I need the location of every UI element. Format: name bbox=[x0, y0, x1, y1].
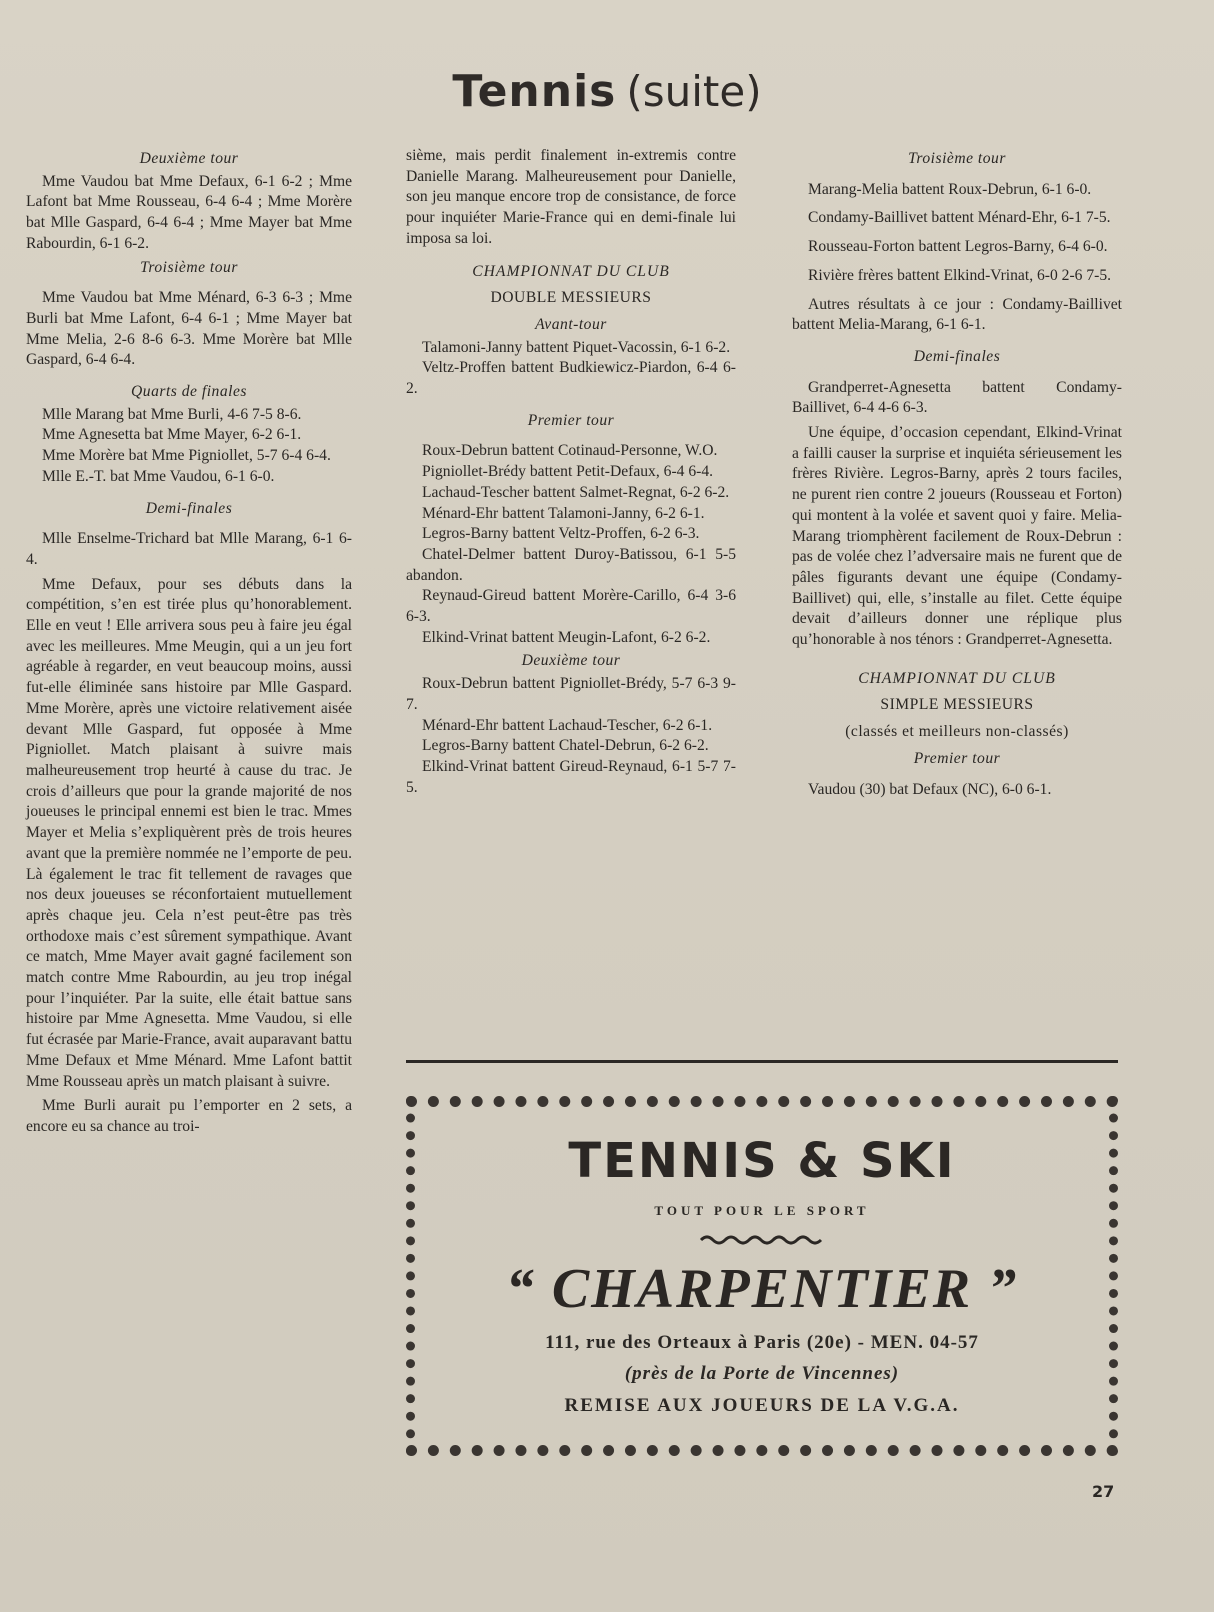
results-deuxieme-tour: Mme Vaudou bat Mme Defaux, 6-1 6-2 ; Mme Lafont bat Mme Rousseau, 6-4 6-4 ; Mme Morère bat Mlle Gaspard, 6-4 6-4 ; Mme Mayer bat Mme Rabourdin, 6-1 6-2. bbox=[26, 172, 352, 252]
result-line: Elkind-Vrinat battent Gireud-Reynaud, 6-1 5-7 7-5. bbox=[406, 757, 736, 796]
page-number: 27 bbox=[1092, 1482, 1115, 1501]
title-main: Tennis bbox=[452, 66, 617, 117]
result-line: Legros-Barny battent Veltz-Proffen, 6-2 6-3. bbox=[422, 525, 700, 543]
heading-classes: (classés et meilleurs non-classés) bbox=[845, 723, 1069, 741]
heading-avant-tour: Avant-tour bbox=[535, 315, 607, 333]
result-demi-finale: Grandperret-Agnesetta battent Condamy-Baillivet, 6-4 4-6 6-3. bbox=[792, 378, 1122, 417]
result-line: Elkind-Vrinat battent Meugin-Lafont, 6-2 6-2. bbox=[422, 628, 711, 646]
heading-demi-finales: Demi-finales bbox=[913, 347, 1001, 365]
ad-store-name: “ CHARPENTIER ” bbox=[505, 1258, 1019, 1320]
heading-troisieme-tour: Troisième tour bbox=[140, 258, 238, 276]
article-paragraph: Mme Defaux, pour ses débuts dans la compétition, s’en est tirée plus qu’honorablement. Elle en veut ! Elle arrivera sous peu à faire jeu égal avec les meilleures. Mme Meugin, qui a un jeu fort agréable à regarder, en veut beaucoup moins, aussi fut-elle éliminée sans histoire par Mlle Gaspard. Mme Morère, après une victoire relativement aisée devant Mlle Gaspard, fut opposée à Mme Pigniollet. Match plaisant à suivre mais malheureusement trop heurté à cause du trac. Je crois d’ailleurs que pour la grande majorité de nos joueuses le principal ennemi est bien le trac. Mmes Mayer et Melia s’expliquèrent près de trois heures avant que la première nommée ne l’emporte de peu. Là également le trac fit tellement de ravages que nos deux joueuses se réconfortaient mutuellement après chaque jeu. Cela n’est peut-être pas très orthodoxe mais c’est sûrement sympathique. Avant ce match, Mme Mayer avait gagné facilement son match contre Mme Rabourdin, au jeu trop inégal pour l’inquiéter. Par la suite, elle était battue sans histoire par Mme Agnesetta. Mme Vaudou, si elle fut écrasée par Marie-France, avait auparavant battu Mme Defaux et Mme Ménard. Mme Lafont battit Mme Rousseau après un match plaisant à suivre. bbox=[26, 575, 352, 1090]
heading-troisieme-tour: Troisième tour bbox=[908, 150, 1006, 167]
ad-tagline: TOUT POUR LE SPORT bbox=[654, 1203, 870, 1218]
result-line: Mme Agnesetta bat Mme Mayer, 6-2 6-1. bbox=[42, 426, 302, 444]
results-troisieme-tour: Mme Vaudou bat Mme Ménard, 6-3 6-3 ; Mme Burli bat Mme Lafont, 6-4 6-1 ; Mme Mayer bat Mme Melia, 2-6 8-6 6-3. Mme Morère bat Mlle Gaspard, 6-4 6-4. bbox=[26, 289, 352, 369]
column-left bbox=[26, 146, 352, 1138]
result-demi-finale: Mlle Enselme-Trichard bat Mlle Marang, 6-1 6-4. bbox=[26, 530, 352, 568]
heading-deuxieme-tour: Deuxième tour bbox=[139, 150, 239, 167]
heading-championnat: CHAMPIONNAT DU CLUB bbox=[472, 262, 670, 280]
ad-discount: REMISE AUX JOUEURS DE LA V.G.A. bbox=[564, 1395, 960, 1416]
result-line: Roux-Debrun battent Pigniollet-Brédy, 5-7 6-3 9-7. bbox=[406, 675, 736, 713]
heading-quarts: Quarts de finales bbox=[131, 383, 247, 401]
result-line: Mlle Marang bat Mme Burli, 4-6 7-5 8-6. bbox=[42, 405, 302, 423]
result-line: Vaudou (30) bat Defaux (NC), 6-0 6-1. bbox=[808, 780, 1052, 798]
result-line: Ménard-Ehr battent Lachaud-Tescher, 6-2 6-1. bbox=[422, 716, 713, 734]
result-line: Roux-Debrun battent Cotinaud-Personne, W.O. bbox=[422, 442, 718, 460]
heading-deuxieme-tour: Deuxième tour bbox=[521, 652, 621, 670]
result-line: Talamoni-Janny battent Piquet-Vacossin, 6-1 6-2. bbox=[422, 338, 731, 356]
advertisement-box bbox=[406, 1096, 1118, 1456]
result-line: Reynaud-Gireud battent Morère-Carillo, 6-4 3-6 6-3. bbox=[406, 587, 736, 626]
article-paragraph: Une équipe, d’occasion cependant, Elkind-Vrinat a failli causer la surprise et inquiéta sérieusement les frères Rivière. Legros-Barny, après 2 tours faciles, ne purent rien contre 2 joueurs (Rousseau et Forton) qui montent à la volée et savent quoi y faire. Melia-Marang triomphèrent facilement de Roux-Debrun : pas de volée chez l’adversaire mais ne furent que de pâles figurants devant une équipe (Condamy-Baillivet) qui, elle, s’installe au filet. Cette équipe devait d’ailleurs donner une réplique plus qu’honorable à nos ténors : Grandperret-Agnesetta. bbox=[792, 424, 1122, 649]
result-line: Mlle E.-T. bat Mme Vaudou, 6-1 6-0. bbox=[42, 467, 275, 485]
result-line: Chatel-Delmer battent Duroy-Batissou, 6-1 5-5 abandon. bbox=[406, 545, 736, 584]
result-line: Legros-Barny battent Chatel-Debrun, 6-2 6-2. bbox=[422, 737, 709, 755]
article-paragraph: sième, mais perdit finalement in-extremis contre Danielle Marang. Malheureusement pour Danielle, son jeu manque encore trop de consistance, de force pour inquiéter Marie-France qui en demi-finale lui imposa sa loi. bbox=[406, 147, 736, 247]
heading-simple-messieurs: SIMPLE MESSIEURS bbox=[880, 696, 1034, 714]
heading-demi-finales: Demi-finales bbox=[145, 499, 233, 517]
result-line: Ménard-Ehr battent Talamoni-Janny, 6-2 6-1. bbox=[422, 504, 705, 522]
heading-double-messieurs: DOUBLE MESSIEURS bbox=[490, 289, 652, 307]
result-line: Rivière frères battent Elkind-Vrinat, 6-0 2-6 7-5. bbox=[808, 266, 1112, 284]
result-line: Autres résultats à ce jour : Condamy-Baillivet battent Melia-Marang, 6-1 6-1. bbox=[792, 295, 1122, 334]
heading-premier-tour: Premier tour bbox=[527, 411, 615, 429]
divider-rule bbox=[406, 1060, 1118, 1063]
result-line: Lachaud-Tescher battent Salmet-Regnat, 6-2 6-2. bbox=[422, 483, 730, 501]
column-middle bbox=[406, 146, 736, 798]
result-line: Veltz-Proffen battent Budkiewicz-Piardon, 6-4 6-2. bbox=[406, 359, 736, 398]
wave-ornament-icon bbox=[699, 1233, 825, 1247]
result-line: Pigniollet-Brédy battent Petit-Defaux, 6-4 6-4. bbox=[422, 463, 714, 481]
article-paragraph: Mme Burli aurait pu l’emporter en 2 sets, a encore eu sa chance au troi- bbox=[26, 1097, 352, 1135]
column-right bbox=[792, 146, 1122, 800]
title-suffix: (suite) bbox=[626, 67, 762, 116]
result-line: Rousseau-Forton battent Legros-Barny, 6-4 6-0. bbox=[808, 238, 1108, 256]
ad-brand: TENNIS & SKI bbox=[568, 1133, 956, 1189]
ad-address: 111, rue des Orteaux à Paris (20e) - MEN. 04-57 bbox=[545, 1332, 979, 1353]
ad-location-note: (près de la Porte de Vincennes) bbox=[624, 1363, 900, 1384]
result-line: Marang-Melia battent Roux-Debrun, 6-1 6-0. bbox=[808, 180, 1092, 198]
heading-championnat: CHAMPIONNAT DU CLUB bbox=[858, 669, 1056, 687]
result-line: Condamy-Baillivet battent Ménard-Ehr, 6-1 7-5. bbox=[808, 209, 1111, 227]
page-title bbox=[0, 66, 1214, 117]
heading-premier-tour: Premier tour bbox=[913, 749, 1001, 767]
result-line: Mme Morère bat Mme Pigniollet, 5-7 6-4 6-4. bbox=[42, 447, 331, 465]
